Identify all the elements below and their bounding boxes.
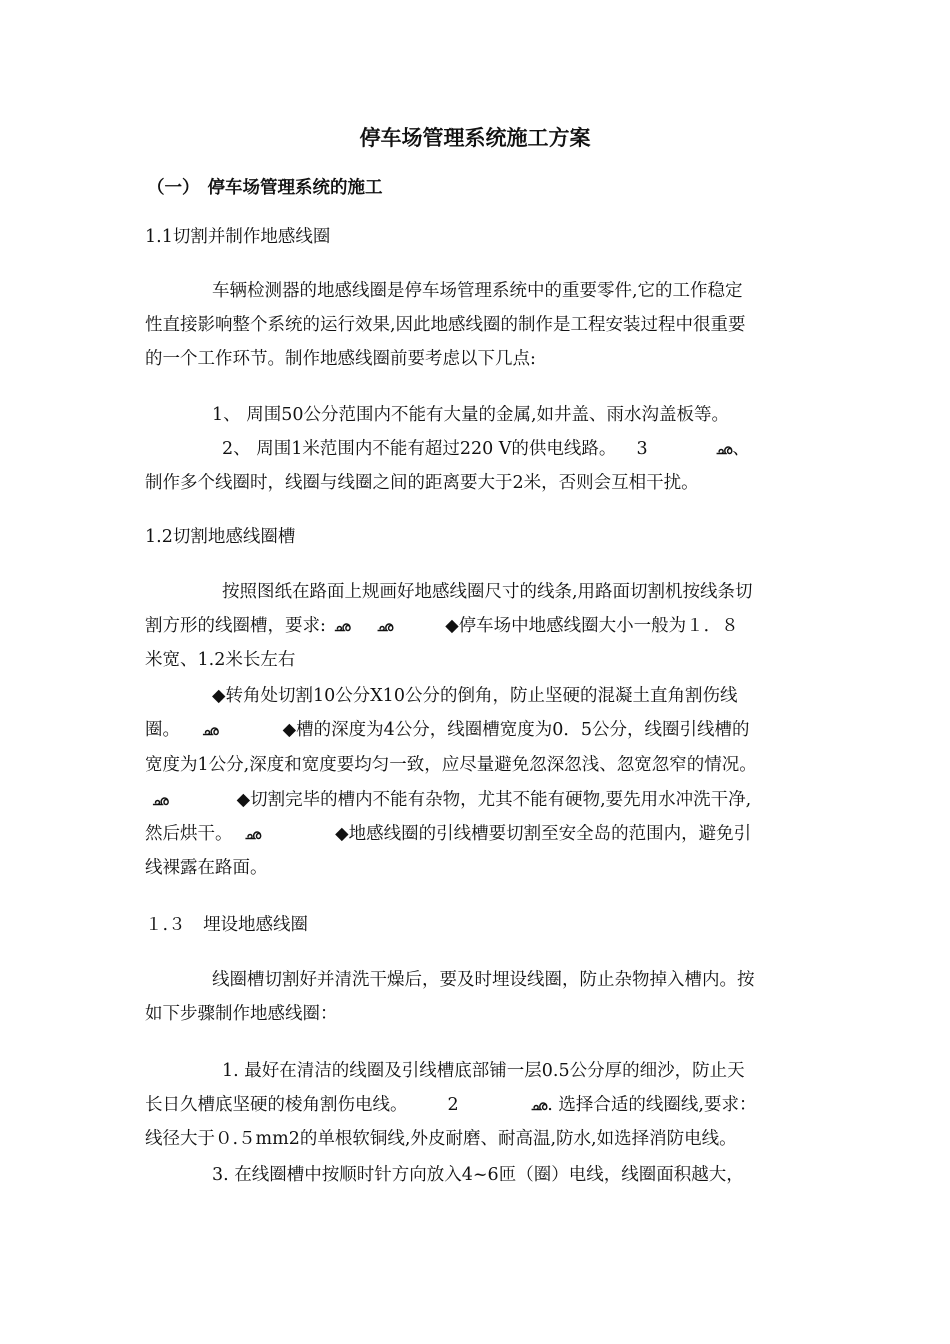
symbol-glyph: ഛ bbox=[530, 1099, 548, 1114]
paragraph-text: 割方形的线圈槽，要求: bbox=[145, 616, 326, 636]
paragraph-line: 按照图纸在路面上规画好地感线圈尺寸的线条,用路面切割机按线条切 bbox=[222, 582, 753, 602]
list-separator: 、 bbox=[732, 439, 750, 459]
symbol-glyph: ഛ bbox=[202, 724, 219, 739]
paragraph-line: 线圈槽切割好并清洗干燥后，要及时埋设线圈，防止杂物掉入槽内。按 bbox=[212, 970, 755, 990]
heading-1-1: 1.1切割并制作地感线圈 bbox=[145, 227, 331, 247]
section-heading bbox=[147, 176, 383, 200]
bullet-item: ◆地感线圈的引线槽要切割至安全岛的范围内，避免引 bbox=[335, 824, 752, 844]
list-item-text: 2、 周围1米范围内不能有超过220 V的供电线路。 bbox=[222, 439, 617, 459]
step-item: 3. 在线圈槽中按顺时针方向放入4~6匝（圈）电线，线圈面积越大， bbox=[212, 1165, 744, 1185]
step-number: 2 bbox=[447, 1095, 459, 1115]
list-item bbox=[222, 437, 750, 463]
paragraph-line bbox=[145, 1093, 756, 1119]
bullet-item: ◆切割完毕的槽内不能有杂物，尤其不能有硬物,要先用水冲洗干净, bbox=[236, 790, 752, 810]
paragraph-line: 如下步骤制作地感线圈： bbox=[145, 1004, 338, 1024]
symbol-glyph: ഛ bbox=[333, 620, 351, 635]
heading-1-3: １.３ 埋设地感线圈 bbox=[145, 915, 309, 935]
bullet-continuation: 然后烘干。 bbox=[145, 824, 233, 844]
bullet-continuation: 线裸露在路面。 bbox=[145, 858, 268, 878]
bullet-continuation: 圈。 bbox=[145, 720, 180, 740]
bullet-continuation: 米宽、1.2米长左右 bbox=[145, 650, 296, 670]
step-continuation: 线径大于０.５mm2的单根软铜线,外皮耐磨、耐高温,防水,如选择消防电线。 bbox=[145, 1129, 737, 1149]
paragraph-line: 性直接影响整个系统的运行效果,因此地感线圈的制作是工程安装过程中很重要 bbox=[145, 315, 746, 335]
step-continuation: 长日久槽底坚硬的棱角割伤电线。 bbox=[145, 1095, 408, 1115]
symbol-glyph: ഛ bbox=[715, 443, 733, 458]
document-title: 停车场管理系统施工方案 bbox=[359, 126, 591, 150]
step-item: . 选择合适的线圈线,要求： bbox=[547, 1095, 757, 1115]
list-number: 3 bbox=[636, 439, 648, 459]
paragraph-line bbox=[145, 718, 750, 744]
bullet-continuation: 宽度为1公分,深度和宽度要均匀一致，应尽量避免忽深忽浅、忽宽忽窄的情况。 bbox=[145, 755, 757, 775]
paragraph-line bbox=[145, 614, 739, 640]
paragraph-line bbox=[145, 822, 751, 848]
paragraph-line bbox=[152, 788, 751, 814]
paragraph-line: 车辆检测器的地感线圈是停车场管理系统中的重要零件,它的工作稳定 bbox=[212, 281, 743, 301]
symbol-glyph: ഛ bbox=[376, 620, 394, 635]
bullet-item: ◆槽的深度为4公分，线圈槽宽度为0．5公分，线圈引线槽的 bbox=[282, 720, 750, 740]
heading-1-2: 1.2切割地感线圈槽 bbox=[145, 527, 296, 547]
symbol-glyph: ഛ bbox=[152, 794, 169, 809]
symbol-glyph: ഛ bbox=[244, 828, 262, 843]
paragraph-line: 的一个工作环节。制作地感线圈前要考虑以下几点: bbox=[145, 349, 536, 369]
section-title: 停车场管理系统的施工 bbox=[207, 178, 383, 198]
list-item-continuation: 制作多个线圈时，线圈与线圈之间的距离要大于2米，否则会互相干扰。 bbox=[145, 473, 699, 493]
step-item: 1. 最好在清洁的线圈及引线槽底部铺一层0.5公分厚的细沙，防止天 bbox=[222, 1061, 745, 1081]
bullet-item: ◆停车场中地感线圈大小一般为１．８ bbox=[445, 616, 739, 636]
bullet-item: ◆转角处切割10公分X10公分的倒角，防止坚硬的混凝土直角割伤线 bbox=[212, 686, 738, 706]
list-item: 1、 周围50公分范围内不能有大量的金属,如井盖、雨水沟盖板等。 bbox=[212, 405, 730, 425]
section-number: （一） bbox=[147, 178, 200, 198]
